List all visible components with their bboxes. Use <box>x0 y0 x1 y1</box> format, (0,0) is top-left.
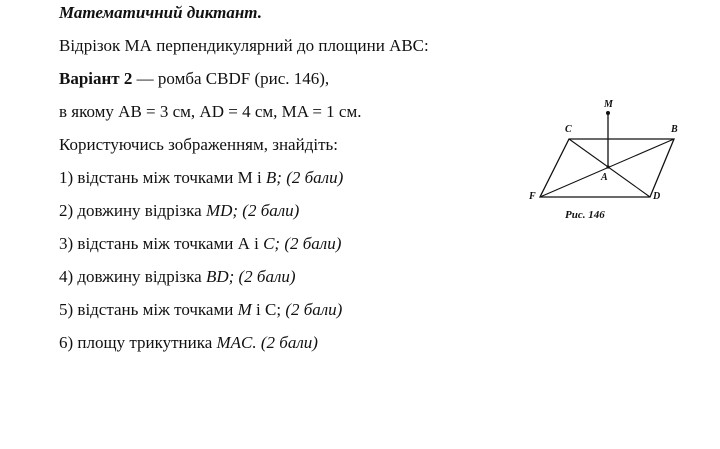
rhombus-diagram <box>525 96 700 226</box>
task-points: C; (2 бали) <box>263 234 342 253</box>
task-item-2 <box>59 200 299 222</box>
task-points: (2 бали) <box>285 300 343 319</box>
given-values: в якому AB = 3 см, AD = 4 см, MA = 1 см. <box>59 102 362 121</box>
label-c: C <box>565 124 572 135</box>
task-item-5 <box>59 299 342 321</box>
label-a: A <box>601 172 608 183</box>
label-d: D <box>653 191 661 202</box>
task-item-3 <box>59 233 341 255</box>
task-text: 3) відстань між точками А і <box>59 234 264 253</box>
task-point-letter: M <box>237 300 252 319</box>
point-a <box>606 165 609 168</box>
task-text: 5) відстань між точками <box>59 300 238 319</box>
task-text: 6) площу трикутника <box>59 333 217 352</box>
rhombus-figure <box>525 96 700 226</box>
task-text: 1) відстань між точками М і <box>59 168 266 187</box>
task-item-6 <box>59 332 318 354</box>
task-text: 4) довжину відрізка <box>59 267 206 286</box>
variant-line <box>59 68 329 90</box>
task-text-continued: і С; <box>251 300 286 319</box>
variant-description: — ромба CBDF (рис. 146), <box>132 69 330 88</box>
task-points: B; (2 бали) <box>265 168 344 187</box>
diagonal-cd <box>569 139 650 197</box>
task-points: MAC. (2 бали) <box>216 333 318 352</box>
task-item-4 <box>59 266 296 288</box>
label-b: B <box>671 124 678 135</box>
figure-caption: Рис. 146 <box>565 209 605 221</box>
instruction-text: Користуючись зображенням, знайдіть: <box>59 135 338 154</box>
label-f: F <box>529 191 536 202</box>
task-points: MD; (2 бали) <box>205 201 300 220</box>
task-item-1 <box>59 167 343 189</box>
document-title: Математичний диктант. <box>59 3 262 22</box>
point-m <box>606 111 610 115</box>
variant-label: Варіант 2 <box>59 69 133 88</box>
task-points: BD; (2 бали) <box>205 267 296 286</box>
task-text: 2) довжину відрізка <box>59 201 206 220</box>
label-m: M <box>604 99 613 110</box>
problem-intro: Відрізок МА перпендикулярний до площини ABC: <box>59 36 429 55</box>
